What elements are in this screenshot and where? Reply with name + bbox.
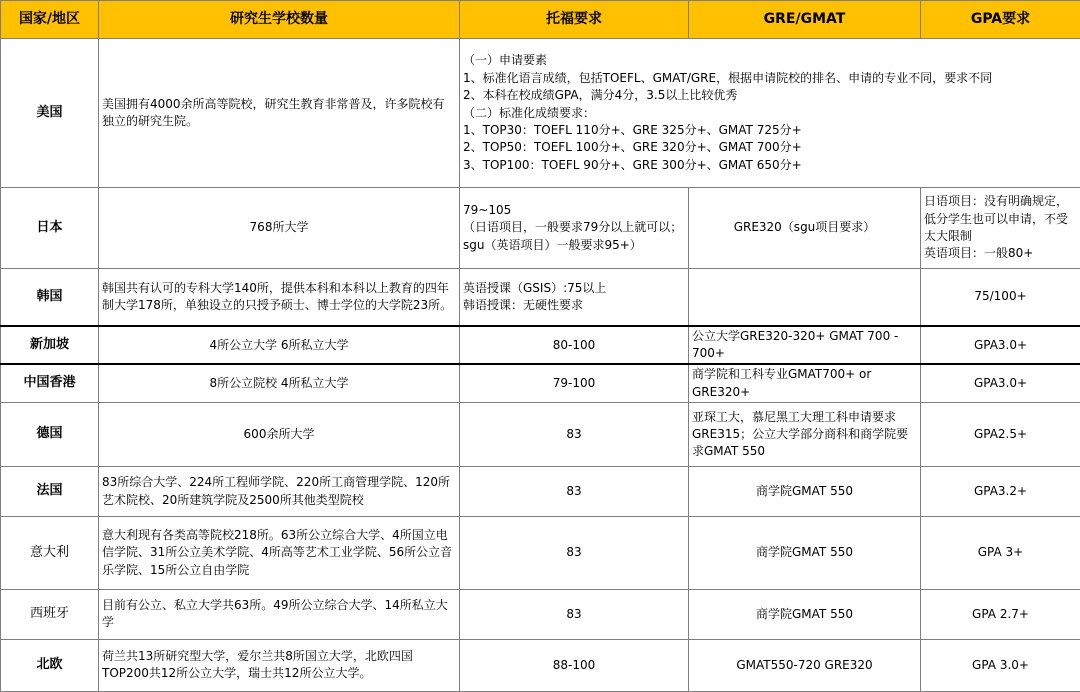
schools-cell: 4所公立大学 6所私立大学: [99, 326, 460, 364]
table-row: [1, 326, 1080, 364]
header-country: 国家/地区: [1, 1, 99, 39]
country-cell: 日本: [1, 188, 99, 268]
header-toefl: 托福要求: [460, 1, 689, 39]
gre-gmat-cell: 商学院GMAT 550: [689, 467, 921, 517]
schools-cell: 83所综合大学、224所工程师学院、220所工商管理学院、120所艺术院校、20所建筑学院及2500所其他类型院校: [99, 467, 460, 517]
gpa-cell: 日语项目：没有明确规定，低分学生也可以申请，不受太大限制 英语项目：一般80+: [921, 188, 1080, 268]
gpa-cell: 75/100+: [921, 268, 1080, 326]
table-row: [1, 467, 1080, 517]
requirement-line: 2、本科在校成绩GPA，满分4分，3.5以上比较优秀: [463, 88, 738, 103]
country-cell: 法国: [1, 467, 99, 517]
toefl-cell: 80-100: [460, 326, 689, 364]
toefl-cell: 83: [460, 517, 689, 589]
country-cell: 中国香港: [1, 364, 99, 402]
table-row: [1, 403, 1080, 467]
gpa-cell: GPA3.2+: [921, 467, 1080, 517]
gre-gmat-cell: 商学院和工科专业GMAT700+ or GRE320+: [689, 364, 921, 402]
table-row: [1, 268, 1080, 326]
gre-gmat-cell: 亚琛工大，慕尼黑工大理工科申请要求GRE315；公立大学部分商科和商学院要求GMAT 550: [689, 403, 921, 467]
schools-cell: 768所大学: [99, 188, 460, 268]
table-row: [1, 589, 1080, 639]
gpa-cell: GPA2.5+: [921, 403, 1080, 467]
gpa-cell: GPA 3+: [921, 517, 1080, 589]
requirement-line: （一）申请要素: [463, 53, 548, 68]
table-row: [1, 639, 1080, 691]
requirement-line: 1、标准化语言成绩，包括TOEFL、GMAT/GRE，根据申请院校的排名、申请的专业不同，要求不同: [463, 70, 993, 85]
requirement-line: 1、TOP30：TOEFL 110分+、GRE 325分+、GMAT 725分+: [463, 122, 802, 137]
toefl-cell: 79~105 （日语项目，一般要求79分以上就可以；sgu（英语项目）一般要求95+）: [460, 188, 689, 268]
requirement-line: 2、TOP50：TOEFL 100分+、GRE 320分+、GMAT 700分+: [463, 140, 802, 155]
country-cell: 德国: [1, 403, 99, 467]
schools-cell: 韩国共有认可的专科大学140所，提供本科和本科以上教育的四年制大学178所，单独设立的只授予硕士、博士学位的大学院23所。: [99, 268, 460, 326]
country-cell: 北欧: [1, 639, 99, 691]
table-row: [1, 364, 1080, 402]
toefl-cell: 英语授课（GSIS）:75以上 韩语授课：无硬性要求: [460, 268, 689, 326]
schools-cell: 荷兰共13所研究型大学，爱尔兰共8所国立大学，北欧四国TOP200共12所公立大学，瑞士共12所公立大学。: [99, 639, 460, 691]
country-cell: 西班牙: [1, 589, 99, 639]
gre-gmat-cell: [689, 268, 921, 326]
usa-requirements-cell: [460, 39, 1080, 188]
gre-gmat-cell: GRE320（sgu项目要求）: [689, 188, 921, 268]
toefl-cell: 79-100: [460, 364, 689, 402]
table-row: [1, 39, 1080, 188]
gpa-cell: GPA3.0+: [921, 326, 1080, 364]
gre-gmat-cell: 商学院GMAT 550: [689, 589, 921, 639]
requirement-line: 3、TOP100：TOEFL 90分+、GRE 300分+、GMAT 650分+: [463, 157, 802, 172]
gpa-cell: GPA3.0+: [921, 364, 1080, 402]
table-row: [1, 517, 1080, 589]
country-cell: 韩国: [1, 268, 99, 326]
schools-cell: 意大利现有各类高等院校218所。63所公立综合大学、4所国立电信学院、31所公立美术学院、4所高等艺术工业学院、56所公立音乐学院、15所公立自由学院: [99, 517, 460, 589]
schools-cell: 600余所大学: [99, 403, 460, 467]
gre-gmat-cell: 商学院GMAT 550: [689, 517, 921, 589]
schools-cell: 美国拥有4000余所高等院校，研究生教育非常普及，许多院校有独立的研究生院。: [99, 39, 460, 188]
schools-cell: 8所公立院校 4所私立大学: [99, 364, 460, 402]
country-cell: 意大利: [1, 517, 99, 589]
toefl-cell: 83: [460, 467, 689, 517]
header-gre-gmat: GRE/GMAT: [689, 1, 921, 39]
requirement-line: （二）标准化成绩要求：: [463, 105, 596, 120]
table-row: [1, 188, 1080, 268]
header-gpa: GPA要求: [921, 1, 1080, 39]
toefl-cell: 83: [460, 589, 689, 639]
toefl-cell: 83: [460, 403, 689, 467]
gpa-cell: GPA 2.7+: [921, 589, 1080, 639]
gre-gmat-cell: 公立大学GRE320-320+ GMAT 700 - 700+: [689, 326, 921, 364]
gre-gmat-cell: GMAT550-720 GRE320: [689, 639, 921, 691]
country-cell: 美国: [1, 39, 99, 188]
schools-cell: 目前有公立、私立大学共63所。49所公立综合大学、14所私立大学: [99, 589, 460, 639]
country-cell: 新加坡: [1, 326, 99, 364]
header-row: [1, 1, 1080, 39]
gpa-cell: GPA 3.0+: [921, 639, 1080, 691]
header-school-count: 研究生学校数量: [99, 1, 460, 39]
toefl-cell: 88-100: [460, 639, 689, 691]
